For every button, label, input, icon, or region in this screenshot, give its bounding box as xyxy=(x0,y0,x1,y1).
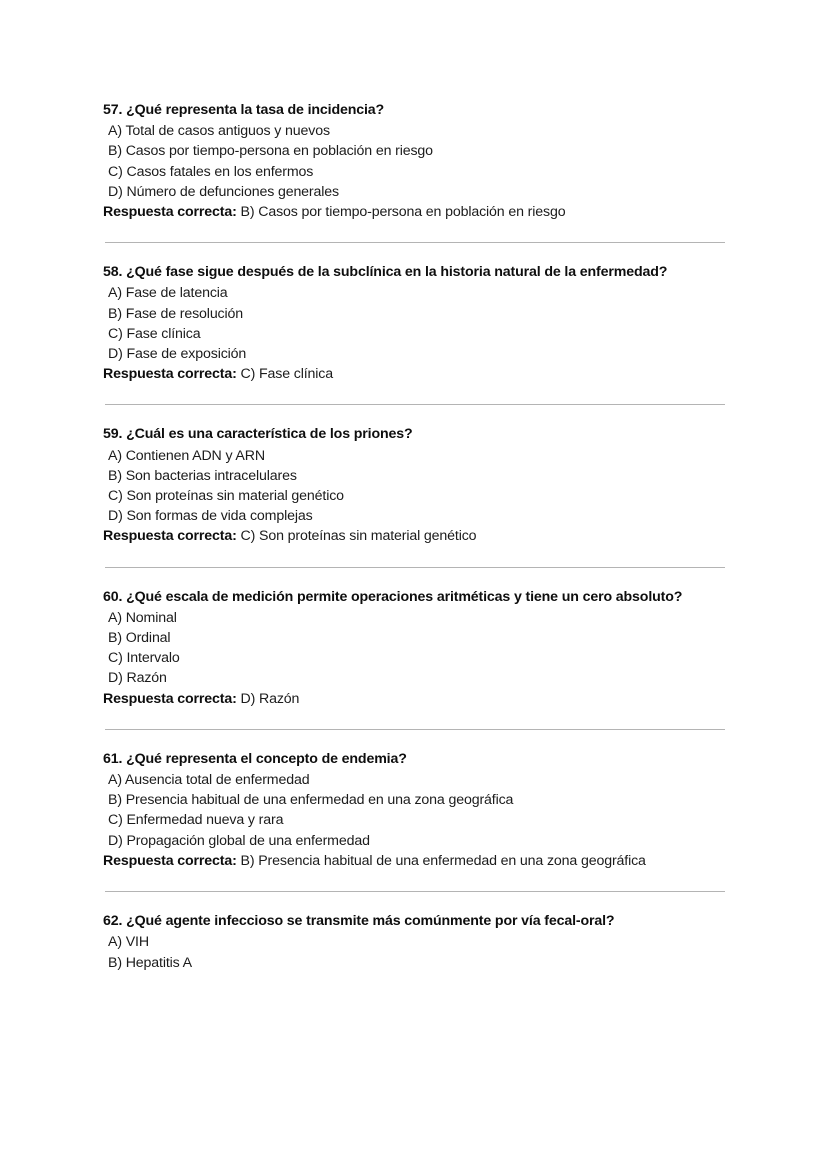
question-option[interactable]: A) VIH xyxy=(108,934,149,951)
question-option[interactable]: D) Razón xyxy=(108,670,167,687)
question-option[interactable]: D) Propagación global de una enfermedad xyxy=(108,832,370,849)
question-option[interactable]: A) Nominal xyxy=(108,609,177,626)
question-divider xyxy=(105,242,725,243)
question-option[interactable]: C) Fase clínica xyxy=(108,325,201,342)
question-option[interactable]: C) Enfermedad nueva y rara xyxy=(108,812,284,829)
question-option[interactable]: D) Son formas de vida complejas xyxy=(108,508,313,525)
question-option[interactable]: D) Número de defunciones generales xyxy=(108,183,339,200)
question-option[interactable]: B) Hepatitis A xyxy=(108,954,192,971)
correct-answer xyxy=(103,851,725,871)
question-stem: 62. ¿Qué agente infeccioso se transmite más comúnmente por vía fecal-oral? xyxy=(103,913,615,930)
question-stem: 59. ¿Cuál es una característica de los priones? xyxy=(103,426,413,443)
correct-answer xyxy=(103,689,725,709)
question-stem: 61. ¿Qué representa el concepto de endemia? xyxy=(103,750,407,767)
question-divider xyxy=(105,891,725,892)
question-option[interactable]: A) Contienen ADN y ARN xyxy=(108,447,265,464)
question-stem: 60. ¿Qué escala de medición permite operaciones aritméticas y tiene un cero absoluto? xyxy=(103,588,683,605)
correct-answer-label: Respuesta correcta: xyxy=(103,690,237,707)
question-block-59 xyxy=(103,424,725,546)
question-option[interactable]: C) Casos fatales en los enfermos xyxy=(108,163,314,180)
question-option[interactable]: A) Fase de latencia xyxy=(108,285,228,302)
correct-answer-text: D) Razón xyxy=(236,690,300,707)
question-block-62 xyxy=(103,911,725,973)
question-divider xyxy=(105,567,725,568)
question-stem: 57. ¿Qué representa la tasa de incidencia? xyxy=(103,102,385,118)
question-divider xyxy=(105,404,725,405)
question-block-60 xyxy=(103,587,725,709)
question-option[interactable]: A) Total de casos antiguos y nuevos xyxy=(108,123,330,140)
correct-answer xyxy=(103,364,725,384)
question-block-58 xyxy=(103,262,725,384)
correct-answer-text: B) Casos por tiempo-persona en población en riesgo xyxy=(236,204,566,221)
correct-answer-label: Respuesta correcta: xyxy=(103,204,237,221)
correct-answer-label: Respuesta correcta: xyxy=(103,852,237,869)
correct-answer xyxy=(103,202,725,222)
question-option[interactable]: C) Son proteínas sin material genético xyxy=(108,488,344,505)
question-option[interactable]: D) Fase de exposición xyxy=(108,346,247,363)
correct-answer-text: C) Fase clínica xyxy=(236,366,333,383)
question-divider xyxy=(105,729,725,730)
quiz-question-list xyxy=(103,100,725,973)
correct-answer-label: Respuesta correcta: xyxy=(103,366,237,383)
question-option[interactable]: B) Fase de resolución xyxy=(108,305,244,322)
correct-answer-label: Respuesta correcta: xyxy=(103,528,237,545)
question-block-61 xyxy=(103,749,725,871)
question-option[interactable]: C) Intervalo xyxy=(108,650,180,667)
correct-answer xyxy=(103,526,725,546)
correct-answer-text: B) Presencia habitual de una enfermedad en una zona geográfica xyxy=(236,852,646,869)
question-option[interactable]: A) Ausencia total de enfermedad xyxy=(108,772,310,789)
question-block-57 xyxy=(103,100,725,222)
question-option[interactable]: B) Ordinal xyxy=(108,630,171,647)
question-option[interactable]: B) Casos por tiempo-persona en población en riesgo xyxy=(108,143,433,160)
question-option[interactable]: B) Presencia habitual de una enfermedad en una zona geográfica xyxy=(108,792,514,809)
question-option[interactable]: B) Son bacterias intracelulares xyxy=(108,467,297,484)
question-stem: 58. ¿Qué fase sigue después de la subclínica en la historia natural de la enfermedad? xyxy=(103,264,668,281)
correct-answer-text: C) Son proteínas sin material genético xyxy=(236,528,477,545)
